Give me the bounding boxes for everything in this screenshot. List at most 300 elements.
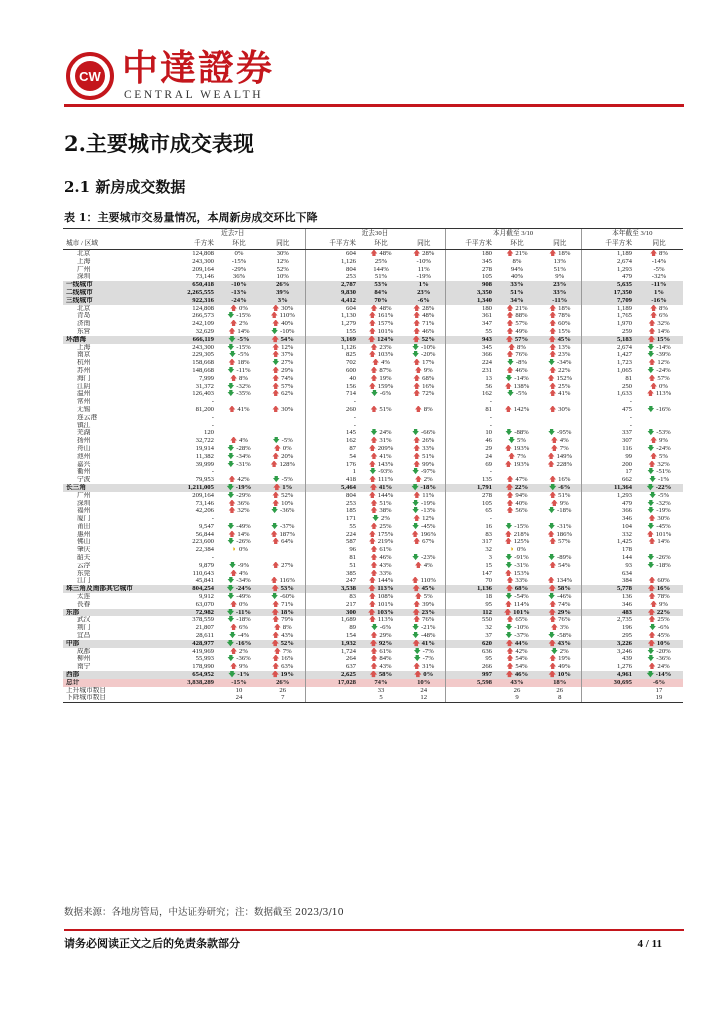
value-text: 26 [556, 686, 564, 694]
value-text: 33% [553, 288, 567, 296]
arrow-up-icon: 🡅 [411, 577, 419, 585]
value-cell [305, 585, 359, 593]
value-cell [359, 289, 403, 297]
value-cell [217, 258, 261, 266]
value-cell [445, 398, 495, 406]
arrow-up-icon: 🡅 [505, 671, 514, 679]
value-text: -36% [236, 655, 251, 663]
value-cell [403, 406, 445, 414]
value-cell [261, 515, 305, 523]
value-text: 78% [558, 312, 571, 320]
value-text: 16% [558, 476, 571, 484]
value-text: 21,807 [195, 624, 214, 632]
value-cell [161, 562, 217, 570]
value-cell [635, 305, 683, 313]
value-cell [403, 616, 445, 624]
value-cell [161, 422, 217, 430]
value-text: 1,126 [340, 257, 356, 265]
value-cell [445, 344, 495, 352]
value-text: 53% [374, 281, 388, 289]
value-text: 40% [281, 320, 294, 328]
table-row [63, 312, 683, 320]
value-text: -31% [557, 522, 572, 530]
value-cell [581, 258, 635, 266]
value-cell [261, 406, 305, 414]
value-cell [445, 515, 495, 523]
value-text: 101% [513, 608, 530, 616]
arrow-up-icon: 🡅 [370, 499, 378, 507]
value-text: 112 [482, 608, 492, 616]
value-text: 126,403 [192, 390, 214, 398]
value-cell [217, 328, 261, 336]
value-cell [445, 484, 495, 492]
value-cell [261, 468, 305, 476]
value-text: 587 [345, 538, 356, 546]
value-cell [495, 422, 539, 430]
value-text: - [211, 554, 214, 562]
city-name-cell: 太连 [77, 593, 91, 601]
table-row [63, 390, 683, 398]
city-name-cell: 二线城市 [63, 289, 161, 297]
value-cell [495, 453, 539, 461]
value-cell [445, 624, 495, 632]
value-cell [539, 383, 581, 391]
arrow-up-icon: 🡅 [505, 483, 514, 491]
arrow-down-icon: 🡇 [506, 359, 515, 367]
column-header-row [63, 239, 683, 250]
arrow-down-icon: 🡇 [647, 343, 655, 351]
value-cell [581, 289, 635, 297]
value-cell [261, 375, 305, 383]
value-text: 3,246 [616, 647, 633, 655]
value-cell [261, 609, 305, 617]
value-cell [403, 640, 445, 648]
value-cell [261, 585, 305, 593]
value-cell [261, 344, 305, 352]
table-row [63, 500, 683, 508]
arrow-up-icon: 🡅 [549, 663, 557, 671]
value-cell [581, 266, 635, 274]
value-cell [635, 554, 683, 562]
value-cell [359, 679, 403, 687]
value-cell [539, 632, 581, 640]
value-text: 30% [276, 250, 289, 257]
value-text: 1,427 [616, 351, 633, 359]
value-text: 5,778 [616, 585, 633, 593]
value-text: 155 [345, 327, 356, 335]
arrow-up-icon: 🡅 [368, 585, 376, 593]
arrow-up-icon: 🡅 [412, 585, 420, 593]
value-cell [217, 507, 261, 515]
value-cell [359, 577, 403, 585]
value-cell [305, 429, 359, 437]
value-cell [539, 663, 581, 671]
value-cell [581, 461, 635, 469]
value-cell [217, 632, 261, 640]
value-text: 110,643 [192, 569, 214, 577]
value-text: -14% [655, 671, 672, 679]
value-text: 56 [485, 382, 492, 390]
value-cell [161, 585, 217, 593]
value-text: 18% [558, 304, 571, 312]
arrow-up-icon: 🡅 [368, 312, 376, 320]
value-cell [581, 538, 635, 546]
col-header: 同比 [403, 239, 445, 250]
arrow-down-icon: 🡇 [228, 561, 237, 569]
arrow-up-icon: 🡅 [228, 327, 236, 335]
value-text: 26% [276, 678, 290, 686]
value-cell [359, 609, 403, 617]
value-cell [359, 336, 403, 344]
value-text: 253 [345, 273, 356, 281]
table-row [63, 328, 683, 336]
value-text: 7% [282, 647, 292, 655]
value-text: 145 [345, 429, 356, 437]
arrow-down-icon: 🡇 [227, 655, 235, 663]
value-cell [495, 375, 539, 383]
value-cell [359, 468, 403, 476]
value-cell [261, 390, 305, 398]
value-cell [359, 507, 403, 515]
value-cell [261, 570, 305, 578]
value-cell [581, 570, 635, 578]
value-cell [403, 648, 445, 656]
value-text: 135 [481, 476, 492, 484]
value-text: 23% [417, 288, 431, 296]
value-text: 57% [514, 335, 529, 343]
value-cell [305, 562, 359, 570]
value-cell [359, 367, 403, 375]
value-cell [445, 429, 495, 437]
value-text: 54% [280, 335, 294, 343]
value-text: 99% [422, 460, 435, 468]
value-cell [305, 640, 359, 648]
value-cell [635, 476, 683, 484]
value-cell [635, 359, 683, 367]
value-text: -51% [656, 468, 671, 476]
value-text: - [211, 421, 214, 429]
arrow-up-icon: 🡅 [548, 671, 556, 679]
arrow-up-icon: 🡅 [650, 437, 658, 445]
value-cell [403, 445, 445, 453]
table-row [63, 289, 683, 297]
value-cell [403, 546, 445, 554]
table-row [63, 507, 683, 515]
arrow-up-icon: 🡅 [368, 335, 376, 343]
city-name-cell: 佛山 [77, 538, 91, 546]
value-text: -48% [421, 632, 436, 640]
city-name-cell: 济南 [77, 320, 91, 328]
value-cell [445, 554, 495, 562]
arrow-down-icon: 🡇 [647, 507, 655, 515]
value-cell [161, 492, 217, 500]
value-cell [635, 671, 683, 679]
value-cell [635, 414, 683, 422]
value-text: 48% [379, 250, 392, 257]
arrow-up-icon: 🡅 [228, 499, 236, 507]
value-text: 17 [625, 468, 633, 476]
value-cell [581, 523, 635, 531]
table-row [63, 375, 683, 383]
value-cell [495, 577, 539, 585]
value-cell [635, 694, 683, 702]
arrow-up-icon: 🡅 [368, 382, 376, 390]
arrow-down-icon: 🡇 [413, 655, 421, 663]
arrow-down-icon: 🡇 [226, 585, 234, 593]
city-name-cell: 青岛 [77, 312, 91, 320]
value-cell [539, 344, 581, 352]
arrow-up-icon: 🡅 [650, 312, 658, 320]
value-text: 41% [379, 452, 392, 460]
value-cell [581, 437, 635, 445]
value-text: -88% [514, 429, 529, 437]
arrow-up-icon: 🡅 [228, 359, 236, 367]
value-text: 1,932 [340, 639, 356, 647]
value-cell [495, 648, 539, 656]
value-cell [403, 305, 445, 313]
value-cell [305, 297, 359, 305]
value-cell [539, 429, 581, 437]
value-cell [581, 577, 635, 585]
value-text: 1,211,005 [187, 483, 214, 491]
value-text: 295 [621, 632, 633, 640]
value-cell [359, 250, 403, 258]
value-cell [635, 655, 683, 663]
value-text: -15% [231, 678, 247, 686]
value-cell [305, 679, 359, 687]
value-cell [359, 694, 403, 702]
table-row [63, 515, 683, 523]
value-text: -1% [657, 476, 670, 484]
value-cell [635, 577, 683, 585]
value-cell [635, 593, 683, 601]
value-cell [495, 398, 539, 406]
value-cell [261, 273, 305, 281]
value-text: 22,384 [195, 546, 214, 554]
value-cell [305, 609, 359, 617]
value-cell [581, 297, 635, 305]
value-cell [581, 663, 635, 671]
arrow-up-icon: 🡅 [414, 561, 422, 569]
value-text: 33% [422, 444, 435, 452]
value-cell [495, 694, 539, 702]
value-text: -26% [236, 538, 251, 546]
value-text: 88% [515, 312, 528, 320]
value-text: 33% [379, 569, 392, 577]
value-text: 74% [281, 374, 294, 382]
arrow-up-icon: 🡅 [370, 561, 378, 569]
arrow-up-icon: 🡅 [549, 655, 557, 663]
value-cell [261, 476, 305, 484]
value-text: -5% [515, 390, 528, 398]
value-cell [261, 445, 305, 453]
value-cell [261, 453, 305, 461]
value-cell [581, 468, 635, 476]
value-cell [403, 289, 445, 297]
value-text: 187% [279, 530, 296, 538]
value-cell [495, 289, 539, 297]
value-cell [495, 297, 539, 305]
arrow-down-icon: 🡇 [227, 460, 235, 468]
arrow-up-icon: 🡅 [370, 405, 378, 413]
value-cell [161, 375, 217, 383]
value-text: 62% [281, 390, 294, 398]
value-text: 5% [423, 593, 433, 601]
value-text: 384 [621, 577, 633, 585]
city-name-cell: 江门 [77, 577, 91, 585]
value-cell [359, 359, 403, 367]
value-text: 30% [558, 405, 571, 413]
value-cell [261, 398, 305, 406]
value-text: -37% [514, 632, 529, 640]
value-text: 11% [422, 491, 435, 499]
value-cell [305, 359, 359, 367]
value-text: 17,028 [337, 678, 356, 686]
value-text: -18% [656, 561, 671, 569]
arrow-down-icon: 🡇 [227, 538, 235, 546]
arrow-up-icon: 🡅 [370, 366, 378, 374]
value-text: 1,276 [616, 663, 633, 671]
value-cell [635, 281, 683, 289]
city-name-cell: 镇江 [77, 421, 91, 429]
value-text: 997 [481, 671, 492, 679]
col-header: 千方米 [161, 239, 217, 250]
value-cell [495, 305, 539, 313]
arrow-up-icon: 🡅 [504, 569, 512, 577]
arrow-down-icon: 🡇 [226, 639, 234, 647]
value-cell [403, 694, 445, 702]
value-cell [539, 312, 581, 320]
value-cell [403, 601, 445, 609]
value-text: 9% [239, 663, 248, 671]
table-row [63, 398, 683, 406]
arrow-up-icon: 🡅 [648, 327, 656, 335]
value-text: 0% [239, 546, 248, 554]
value-text: 5,598 [476, 678, 492, 686]
value-cell [161, 320, 217, 328]
value-cell [217, 468, 261, 476]
arrow-up-icon: 🡅 [273, 624, 281, 632]
value-text: 1 [352, 468, 356, 476]
value-cell [261, 297, 305, 305]
arrow-down-icon: 🡇 [228, 671, 236, 679]
value-cell [445, 266, 495, 274]
value-cell [445, 445, 495, 453]
value-text: 30% [657, 515, 670, 523]
value-text: 337 [621, 429, 633, 437]
value-text: 26% [422, 437, 435, 445]
value-text: 20% [281, 452, 294, 460]
table-row [63, 258, 683, 266]
value-text: 39% [276, 288, 290, 296]
value-cell [495, 383, 539, 391]
value-cell [359, 344, 403, 352]
value-cell [581, 648, 635, 656]
value-cell [359, 429, 403, 437]
value-text: - [489, 398, 492, 406]
value-text: 5 [379, 694, 383, 702]
group-header-mtd: 本月截至 3/10 [445, 229, 581, 240]
value-cell [359, 273, 403, 281]
value-cell [445, 694, 495, 702]
value-cell [581, 390, 635, 398]
arrow-up-icon: 🡅 [413, 460, 421, 468]
value-cell [217, 437, 261, 445]
arrow-up-icon: 🡅 [368, 351, 376, 359]
value-cell [161, 273, 217, 281]
arrow-up-icon: 🡅 [506, 655, 514, 663]
arrow-up-icon: 🡅 [412, 639, 420, 647]
value-text: 1,189 [616, 304, 633, 312]
value-text: 29% [281, 366, 294, 374]
value-cell [161, 570, 217, 578]
value-cell [581, 562, 635, 570]
value-text: 418 [345, 476, 356, 484]
value-text: 46% [515, 366, 528, 374]
value-text: -89% [557, 554, 572, 562]
value-text: 24% [657, 663, 670, 671]
value-cell [305, 437, 359, 445]
arrow-up-icon: 🡅 [273, 647, 281, 655]
value-cell [635, 406, 683, 414]
value-text: 32 [485, 546, 492, 554]
arrow-up-icon: 🡅 [549, 561, 557, 569]
value-cell [359, 562, 403, 570]
value-text: 2,265,555 [187, 288, 214, 296]
arrow-up-icon: 🡅 [228, 530, 236, 538]
value-cell [403, 312, 445, 320]
value-cell [495, 484, 539, 492]
value-text: 89 [349, 624, 356, 632]
value-cell [539, 453, 581, 461]
value-text: - [629, 413, 633, 421]
value-text: 23% [553, 281, 567, 289]
value-cell [359, 406, 403, 414]
table-row [63, 577, 683, 585]
value-cell [495, 671, 539, 679]
value-text: -29% [236, 491, 251, 499]
value-text: 108% [377, 593, 394, 601]
value-text: 10% [656, 639, 671, 647]
value-text: 346 [621, 600, 633, 608]
arrow-up-icon: 🡅 [413, 452, 421, 460]
value-cell [161, 523, 217, 531]
value-text: 31% [379, 437, 392, 445]
value-cell [261, 531, 305, 539]
value-text: -34% [236, 452, 251, 460]
value-cell [217, 585, 261, 593]
value-text: 209,164 [192, 265, 214, 273]
value-text: 30,695 [613, 678, 633, 686]
value-cell [403, 655, 445, 663]
value-text: 242,109 [192, 320, 214, 328]
arrow-up-icon: 🡅 [413, 538, 421, 546]
value-cell [581, 383, 635, 391]
value-text: 18% [237, 359, 250, 367]
value-cell [261, 616, 305, 624]
value-text: 26 [279, 686, 287, 694]
value-cell [161, 351, 217, 359]
value-cell [403, 266, 445, 274]
value-text: 42% [237, 476, 250, 484]
value-text: 49% [558, 663, 571, 671]
value-cell [445, 414, 495, 422]
value-text: 32,629 [195, 327, 214, 335]
value-text: 51% [374, 273, 388, 281]
value-text: -6% [558, 483, 571, 491]
table-row [63, 554, 683, 562]
value-text: -32% [656, 499, 671, 507]
